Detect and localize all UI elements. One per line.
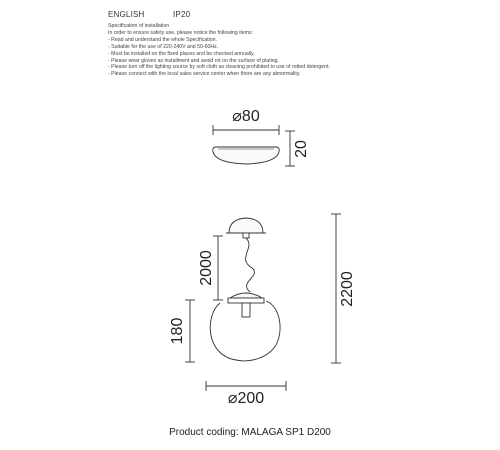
cable-length-label: 2000: [198, 250, 215, 286]
canopy-diameter-label: ⌀80: [232, 108, 260, 125]
shade-height-dimension: [185, 300, 195, 362]
spec-line: - Suitable for the use of 220-240V and 50-60Hz.: [108, 43, 219, 50]
canopy-drawing: [213, 147, 279, 164]
canopy-height-label: 20: [293, 140, 310, 158]
spec-line: In order to ensure safety use, please notice the following items:: [108, 29, 254, 36]
spec-line: - Please wear gloves as installment and avoid rot on the surface of plating.: [108, 57, 279, 64]
ip-rating-label: IP20: [173, 10, 191, 19]
spec-line: - Read and understand the whole Specification.: [108, 36, 218, 43]
spec-title: Specification of installation: [108, 23, 170, 29]
shade-height-label: 180: [169, 317, 186, 345]
spec-line: - Must be installed on the fixed places and be checked annually.: [108, 50, 255, 57]
pendant-lamp-drawing: [210, 218, 280, 361]
language-label: ENGLISH: [108, 10, 145, 19]
total-height-label: 2200: [339, 271, 356, 307]
shade-diameter-label: ⌀200: [227, 390, 265, 407]
spec-line: - Please turn off the lighting source by soft cloth as cleaning prohibited to use of rotted detergent.: [108, 64, 330, 71]
spec-line: - Please connect with the local sales service center when there are any abnormality.: [108, 71, 301, 78]
product-coding: Product coding: MALAGA SP1 D200: [169, 427, 331, 438]
canopy-diameter-dimension: [213, 125, 279, 135]
